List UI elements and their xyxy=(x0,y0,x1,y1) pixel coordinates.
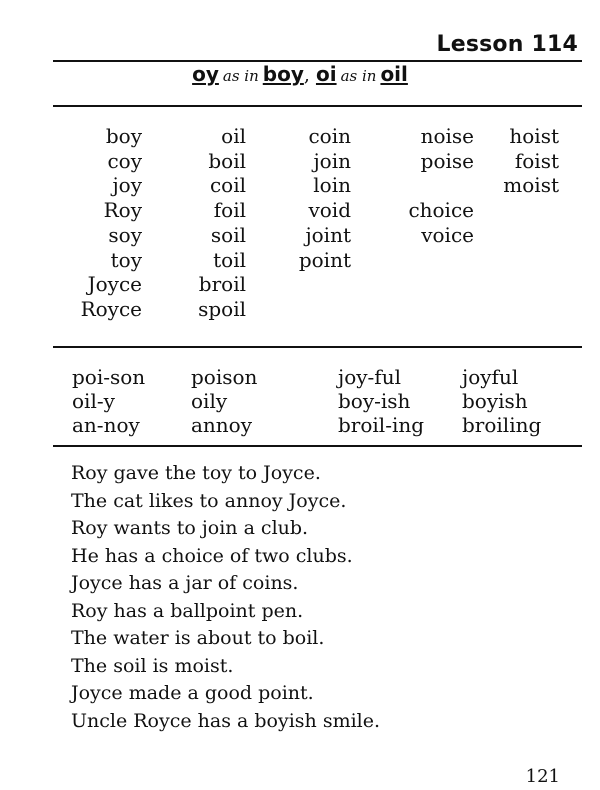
sentence: He has a choice of two clubs. xyxy=(71,544,353,567)
word-column-2 xyxy=(198,124,246,322)
subtitle-key-oy: oy xyxy=(192,62,219,86)
syllable-whole-left xyxy=(191,365,257,437)
word-item: foist xyxy=(514,148,559,173)
sentence: Joyce has a jar of coins. xyxy=(71,572,299,594)
word-item: foil xyxy=(213,198,246,223)
word-item: toy xyxy=(110,247,142,272)
word-item: Royce xyxy=(80,296,142,321)
sentence: The soil is moist. xyxy=(71,654,234,677)
word-item: boil xyxy=(208,148,246,173)
word-item: void xyxy=(308,198,351,223)
word-column-4 xyxy=(408,124,474,248)
lesson-subtitle xyxy=(0,62,600,86)
word-item: join xyxy=(313,148,351,173)
word-list-rule xyxy=(53,346,582,348)
syllable-split-left xyxy=(72,365,145,437)
word-item: hoist xyxy=(509,124,559,148)
word-item: Joyce xyxy=(87,272,142,297)
syllable-split-right xyxy=(338,365,424,437)
word-item: coin xyxy=(308,124,351,148)
page-number: 121 xyxy=(525,766,560,787)
syllable-whole-right xyxy=(462,365,541,437)
word-item: soil xyxy=(210,222,246,247)
sentence: The water is about to boil. xyxy=(71,627,325,649)
lesson-title: Lesson 114 xyxy=(436,32,578,57)
whole-word: boyish xyxy=(462,389,528,413)
sentence: Uncle Royce has a boyish smile. xyxy=(71,709,381,732)
word-item: soy xyxy=(108,222,142,247)
word-item: poise xyxy=(420,148,474,173)
word-column-1 xyxy=(81,124,142,322)
subtitle-as-in-1: as in xyxy=(222,67,259,85)
whole-word: joyful xyxy=(462,365,519,389)
word-item: point xyxy=(298,247,351,272)
sentence: Roy gave the toy to Joyce. xyxy=(71,462,321,484)
split-word: boy-ish xyxy=(338,389,411,413)
sentence: Roy wants to join a club. xyxy=(71,517,309,539)
word-column-3 xyxy=(299,124,351,272)
word-item: noise xyxy=(420,124,474,148)
word-item: loin xyxy=(313,173,351,198)
split-word: poi-son xyxy=(72,365,146,389)
word-item xyxy=(408,173,474,198)
word-item: joint xyxy=(305,222,351,247)
word-item: toil xyxy=(213,247,246,272)
word-item: boy xyxy=(105,124,142,148)
whole-word: oily xyxy=(191,389,228,413)
sentence: The cat likes to annoy Joyce. xyxy=(71,489,347,512)
whole-word: annoy xyxy=(191,413,253,437)
subtitle-as-in-2: as in xyxy=(340,67,377,85)
word-item: broil xyxy=(198,272,246,297)
subtitle-rule xyxy=(53,105,582,107)
sentence: Joyce made a good point. xyxy=(71,682,314,704)
word-item: coil xyxy=(209,173,246,198)
syllable-rule xyxy=(53,445,582,447)
split-word: broil-ing xyxy=(338,413,425,437)
subtitle-word-oil: oil xyxy=(380,62,408,86)
word-item: moist xyxy=(503,173,559,198)
word-item: spoil xyxy=(198,296,246,321)
split-word: an-noy xyxy=(72,413,140,437)
split-word: oil-y xyxy=(72,389,115,413)
practice-sentences xyxy=(71,460,380,735)
split-word: joy-ful xyxy=(338,365,401,389)
word-item: coy xyxy=(107,148,142,173)
word-item: Roy xyxy=(103,198,142,223)
word-column-5 xyxy=(503,124,559,198)
word-item: choice xyxy=(408,198,474,223)
subtitle-separator: , xyxy=(303,64,310,86)
subtitle-key-oi: oi xyxy=(315,62,337,86)
whole-word: poison xyxy=(191,365,258,389)
subtitle-word-boy: boy xyxy=(262,62,304,86)
word-item: oil xyxy=(221,124,246,148)
word-item: voice xyxy=(421,222,474,247)
word-item: joy xyxy=(112,173,142,198)
sentence: Roy has a ballpoint pen. xyxy=(71,599,304,622)
whole-word: broiling xyxy=(462,413,542,437)
